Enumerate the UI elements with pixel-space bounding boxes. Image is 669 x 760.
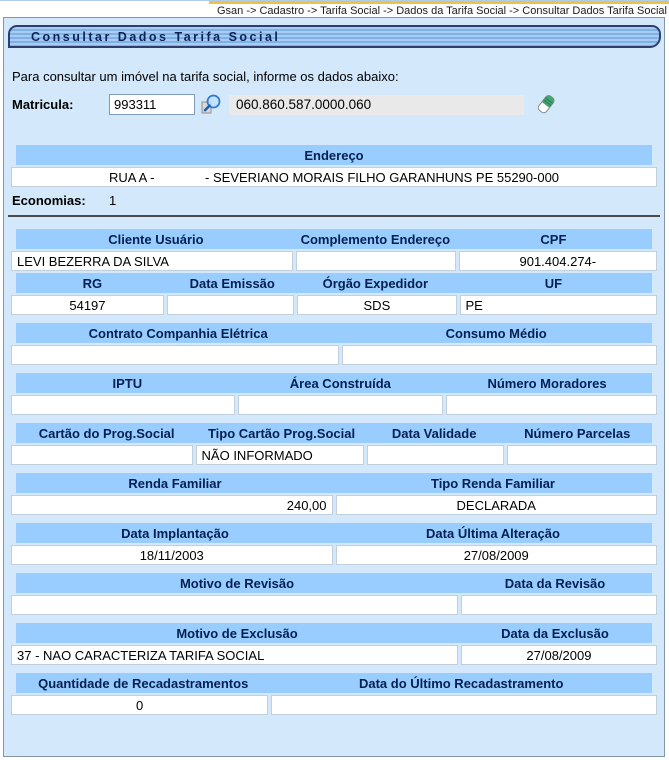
header-contrato-companhia: Contrato Companhia Elétrica (88, 325, 268, 341)
section-endereco (11, 145, 657, 187)
divider-line (8, 215, 660, 217)
section-renda (11, 473, 657, 515)
numero-moradores-value (446, 395, 657, 415)
header-endereco: Endereço (304, 147, 364, 163)
matricula-input[interactable] (109, 94, 195, 115)
header-data-ultimo-recadastramento: Data do Último Recadastramento (358, 675, 564, 691)
inscricao-field: 060.860.587.0000.060 (229, 95, 524, 115)
area-construida-value (238, 395, 443, 415)
section-implantacao (11, 523, 657, 565)
section-contrato (11, 323, 657, 365)
matricula-label: Matricula: (12, 97, 74, 112)
search-button[interactable] (201, 94, 222, 115)
section-revisao (11, 573, 657, 615)
complemento-endereco-value (296, 251, 456, 271)
header-numero-parcelas: Número Parcelas (524, 425, 631, 441)
header-data-implantacao: Data Implantação (121, 525, 229, 541)
page-title: Consultar Dados Tarifa Social (31, 29, 281, 44)
breadcrumb[interactable]: Gsan -> Cadastro -> Tarifa Social -> Dados da Tarifa Social -> Consultar Dados Tarifa Social (209, 1, 669, 17)
header-data-ultima-alteracao: Data Última Alteração (426, 525, 560, 541)
header-data-revisao: Data da Revisão (504, 575, 606, 591)
header-motivo-exclusao: Motivo de Exclusão (176, 625, 298, 641)
magnifier-icon (201, 103, 222, 118)
tipo-renda-value: DECLARADA (336, 495, 658, 515)
quantidade-recadastramentos-value: 0 (11, 695, 268, 715)
section-recadastramento (11, 673, 657, 715)
header-data-emissao: Data Emissão (189, 275, 275, 291)
economias-label: Economias: (12, 193, 86, 208)
header-data-validade: Data Validade (391, 425, 477, 441)
header-cartao-prog-social: Cartão do Prog.Social (38, 425, 175, 441)
header-data-exclusao: Data da Exclusão (501, 625, 609, 641)
content-frame (3, 17, 665, 757)
header-orgao-expedidor: Órgão Expedidor (322, 275, 429, 291)
header-area-construida: Área Construída (289, 375, 391, 391)
section-iptu (11, 373, 657, 415)
cpf-value: 901.404.274- (459, 251, 657, 271)
header-tipo-renda: Tipo Renda Familiar (430, 475, 555, 491)
economias-row (12, 193, 664, 208)
header-tipo-cartao: Tipo Cartão Prog.Social (207, 425, 356, 441)
data-validade-value (367, 445, 504, 465)
numero-parcelas-value (507, 445, 657, 465)
header-cpf: CPF (540, 231, 567, 247)
instruction-text: Para consultar um imóvel na tarifa social, informe os dados abaixo: (12, 69, 399, 84)
iptu-value (11, 395, 235, 415)
data-revisao-value (461, 595, 657, 615)
endereco-value: RUA A - - SEVERIANO MORAIS FILHO GARANHUNS PE 55290-000 (11, 167, 657, 187)
cliente-usuario-value: LEVI BEZERRA DA SILVA (11, 251, 293, 271)
header-iptu: IPTU (112, 375, 143, 391)
motivo-exclusao-value: 37 - NAO CARACTERIZA TARIFA SOCIAL (11, 645, 458, 665)
renda-familiar-value: 240,00 (11, 495, 333, 515)
cartao-prog-social-value (11, 445, 193, 465)
matricula-row (12, 93, 664, 116)
tipo-cartao-value: NÃO INFORMADO (196, 445, 365, 465)
eraser-icon (535, 104, 557, 119)
data-ultima-alteracao-value: 27/08/2009 (336, 545, 658, 565)
header-renda-familiar: Renda Familiar (128, 475, 222, 491)
uf-value: PE (460, 295, 657, 315)
breadcrumb-bar (0, 1, 669, 17)
data-exclusao-value: 27/08/2009 (461, 645, 657, 665)
section-exclusao (11, 623, 657, 665)
section-cartao (11, 423, 657, 465)
data-implantacao-value: 18/11/2003 (11, 545, 333, 565)
page-title-bar (8, 25, 661, 48)
header-quantidade-recadastramentos: Quantidade de Recadastramentos (38, 675, 249, 691)
section-cliente (11, 229, 657, 315)
header-cliente-usuario: Cliente Usuário (108, 231, 204, 247)
header-consumo-medio: Consumo Médio (445, 325, 547, 341)
consumo-medio-value (342, 345, 657, 365)
motivo-revisao-value (11, 595, 458, 615)
erase-button[interactable] (535, 93, 557, 116)
header-rg: RG (82, 275, 103, 291)
header-numero-moradores: Número Moradores (487, 375, 607, 391)
header-complemento-endereco: Complemento Endereço (300, 231, 451, 247)
data-emissao-value (167, 295, 294, 315)
header-motivo-revisao: Motivo de Revisão (179, 575, 295, 591)
economias-value: 1 (109, 193, 117, 208)
orgao-expedidor-value: SDS (297, 295, 456, 315)
contrato-companhia-value (11, 345, 339, 365)
rg-value: 54197 (11, 295, 164, 315)
data-ultimo-recadastramento-value (271, 695, 657, 715)
header-uf: UF (544, 275, 563, 291)
